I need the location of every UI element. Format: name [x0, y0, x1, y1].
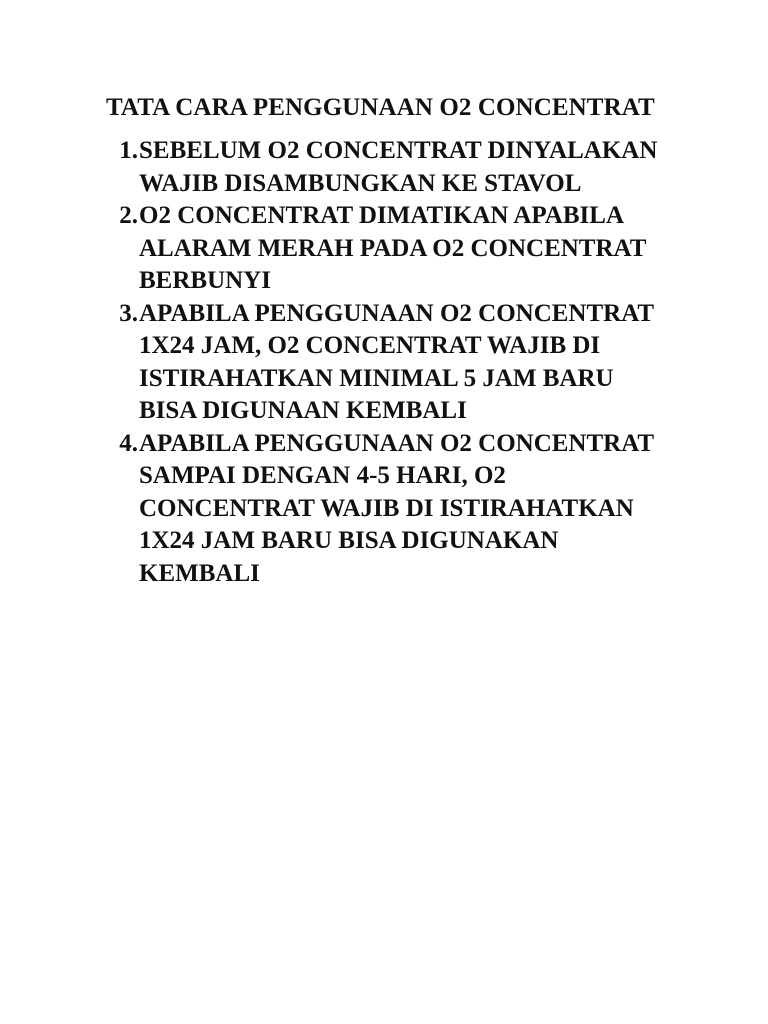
- instruction-item-1: [102, 135, 682, 200]
- item-number: 2.: [119, 202, 138, 229]
- instruction-item-4: [102, 428, 682, 591]
- item-number: 1.: [119, 137, 138, 164]
- item-number: 3.: [119, 299, 138, 327]
- item-number: 4.: [119, 429, 138, 457]
- item-text: APABILA PENGGUNAAN O2 CONCENTRAT SAMPAI DENGAN 4-5 HARI, O2 CONCENTRAT WAJIB DI ISTIRAHATKAN 1X24 JAM BARU BISA DIGUNAKAN KEMBALI: [139, 429, 655, 587]
- instruction-list: [102, 135, 682, 590]
- instruction-item-3: [102, 298, 682, 428]
- item-text: O2 CONCENTRAT DIMATIKAN APABILA ALARAM MERAH PADA O2 CONCENTRAT BERBUNYI: [139, 202, 647, 294]
- item-text: APABILA PENGGUNAAN O2 CONCENTRAT 1X24 JAM, O2 CONCENTRAT WAJIB DI ISTIRAHATKAN MINIMAL 5 JAM BARU BISA DIGUNAAN KEMBALI: [139, 299, 655, 424]
- document-title: TATA CARA PENGGUNAAN O2 CONCENTRAT: [106, 94, 655, 121]
- instruction-item-2: [102, 200, 682, 298]
- item-text: SEBELUM O2 CONCENTRAT DINYALAKAN WAJIB DISAMBUNGKAN KE STAVOL: [139, 137, 658, 197]
